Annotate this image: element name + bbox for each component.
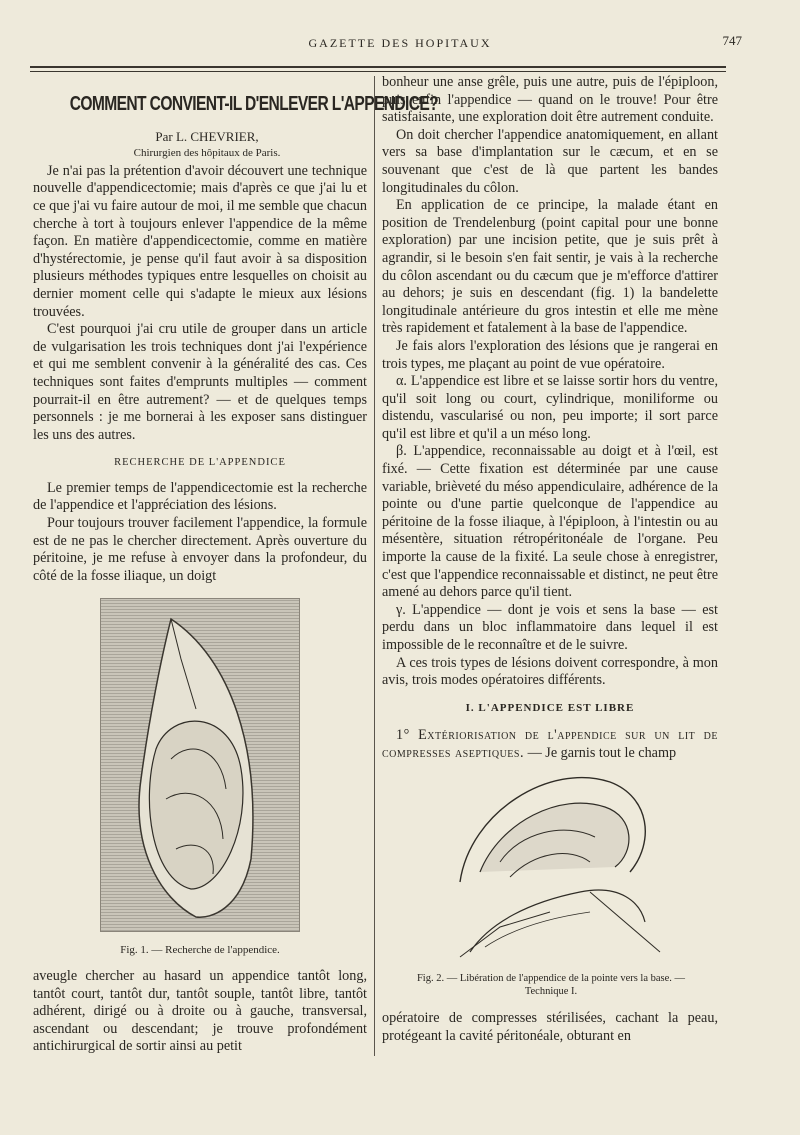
byline: Par L. CHEVRIER,: [155, 128, 259, 144]
section-heading-recherche: RECHERCHE DE L'APPENDICE: [114, 457, 286, 469]
figure-2-caption-line-1: Fig. 2. — Libération de l'appendice de la pointe vers la base. —: [416, 973, 686, 984]
section2-text: — Je garnis tout le champ: [524, 744, 677, 761]
left-continuation-paragraph: aveugle chercher au hasard un appendice tantôt long, tantôt court, tantôt dur, tantôt souple, tantôt libre, tantôt adhérent, dirigé ou à droite ou à gauche, transversal, ascendant ou descendant; je trouve profondément antichirurgical de sortir ainsi au petit: [33, 968, 367, 1055]
intro-paragraph-2: C'est pourquoi j'ai cru utile de grouper dans un article de vulgarisation les trois techniques dont j'ai l'expérience et qui me semblent convenir à la généralité des cas. Ces techniques sont faites d'emprunts multiples — comment pourrait-il en être autrement? — et de quelques temps personnels : je me bornerai à les exposer sans distinguer les uns des autres.: [33, 321, 367, 443]
right-paragraph-3: En application de ce principe, la malade étant en position de Trendelenburg (point capital pour une bonne exploration) par une incision petite, que je suis prêt à agrandir, si le besoin s'en fait sentir, je vais à la recherche du côlon ascendant ou du cæcum que je m'efforce d'attirer au dehors; je suis en descendant (fig. 1) la bandelette longitudinale antérieure du gros intestin et elle me mène très rapidement et fatalement à la base de l'appendice.: [382, 197, 718, 337]
running-title: GAZETTE DES HOPITAUX: [308, 36, 492, 50]
right-continuation-paragraph: opératoire de compresses stérilisées, cachant la peau, protégeant la cavité péritonéale, obturant en: [382, 1010, 718, 1044]
intro-paragraph-1: Je n'ai pas la prétention d'avoir découvert une technique nouvelle d'appendicectomie; mais d'après ce que j'ai lu et ce que j'ai vu faire autour de moi, il me semble que chacun cherche à tort à toujours enlever l'appendice de la même façon. En matière d'appendicectomie, comme en matière d'hystérectomie, je pense qu'il faut avoir à sa disposition plusieurs méthodes typiques entre lesquelles on choisit au dernier moment celle qui s'adapte le mieux aux lésions trouvées.: [33, 162, 367, 320]
affiliation: Chirurgien des hôpitaux de Paris.: [133, 147, 281, 160]
page-number: 747: [722, 33, 742, 48]
right-paragraph-1: bonheur une anse grêle, puis une autre, puis de l'épiploon, puis enfin l'appendice — quand on le trouve! Pour être satisfaisante, une exploration doit être autrement conduite.: [382, 74, 718, 126]
right-paragraph-beta: β. L'appendice, reconnaissable au doigt et à l'œil, est fixé. — Cette fixation est déterminée par une cause variable, brièveté du méso appendiculaire, adhérence de la pointe ou d'une partie quelconque de l'appendice au péritoine de la fosse iliaque, à l'épiploon, à l'intestin ou au mésentère, situation rétropéritonéale de l'organe. Peu importe la cause de la fixité. La seule chose à enregistrer, c'est que l'appendice reconnaissable et distinct, ne peut être amené au dehors parce qu'il tient.: [382, 443, 718, 601]
left-column: [33, 90, 439, 585]
right-paragraph-conclusion: A ces trois types de lésions doivent correspondre, à mon avis, trois modes opératoires différents.: [382, 654, 718, 689]
right-column: [382, 74, 718, 763]
right-column-continuation: [382, 1010, 718, 1045]
article-title: COMMENT CONVIENT-IL D'ENLEVER L'APPENDICE?: [69, 93, 439, 115]
figure-1-illustration: [101, 599, 299, 931]
right-paragraph-gamma: γ. L'appendice — dont je vois et sens la base — est perdu dans un bloc inflammatoire dans lequel il est impossible de le reconnaître et de le suivre.: [382, 601, 718, 653]
header-rule: [30, 66, 726, 68]
column-divider: [374, 76, 375, 1056]
figure-1-caption: Fig. 1. — Recherche de l'appendice.: [120, 944, 280, 956]
section-heading-appendice-libre: I. L'APPENDICE EST LIBRE: [465, 701, 635, 714]
figure-2-drawing: [440, 752, 676, 964]
right-paragraph-2: On doit chercher l'appendice anatomiquement, en allant vers sa base d'implantation sur le cæcum, et en se souvenant que c'est de là que partent les bandes longitudinales du côlon.: [382, 126, 718, 196]
figure-1-engraving: [100, 598, 300, 932]
header-rule-thin: [30, 71, 726, 72]
section2-lead: 1° Extériorisation de l'appendice sur un lit de compresses aseptiques.: [382, 727, 718, 761]
right-paragraph-alpha: α. L'appendice est libre et se laisse sortir hors du ventre, qu'il soit long ou court, cylindrique, moniliforme ou distendu, vascularisé ou non, peu importe; il sort parce qu'il est libre et qu'il a un méso long.: [382, 373, 718, 442]
right-paragraph-4: Je fais alors l'exploration des lésions que je rangerai en trois types, me plaçant au point de vue opératoire.: [382, 337, 718, 372]
section1-paragraph-1: Le premier temps de l'appendicectomie est la recherche de l'appendice et l'appréciation des lésions.: [33, 479, 367, 514]
left-column-continuation: [33, 968, 367, 1056]
figure-2-caption-line-2: Technique I.: [524, 986, 578, 997]
figure-2-illustration: [440, 752, 676, 964]
figure-2-caption: [384, 972, 718, 998]
section1-paragraph-2: Pour toujours trouver facilement l'appendice, la formule est de ne pas le chercher directement. Après ouverture du péritoine, je me refuse à envoyer dans la profondeur, du côté de la fosse iliaque, un doigt: [33, 515, 367, 584]
